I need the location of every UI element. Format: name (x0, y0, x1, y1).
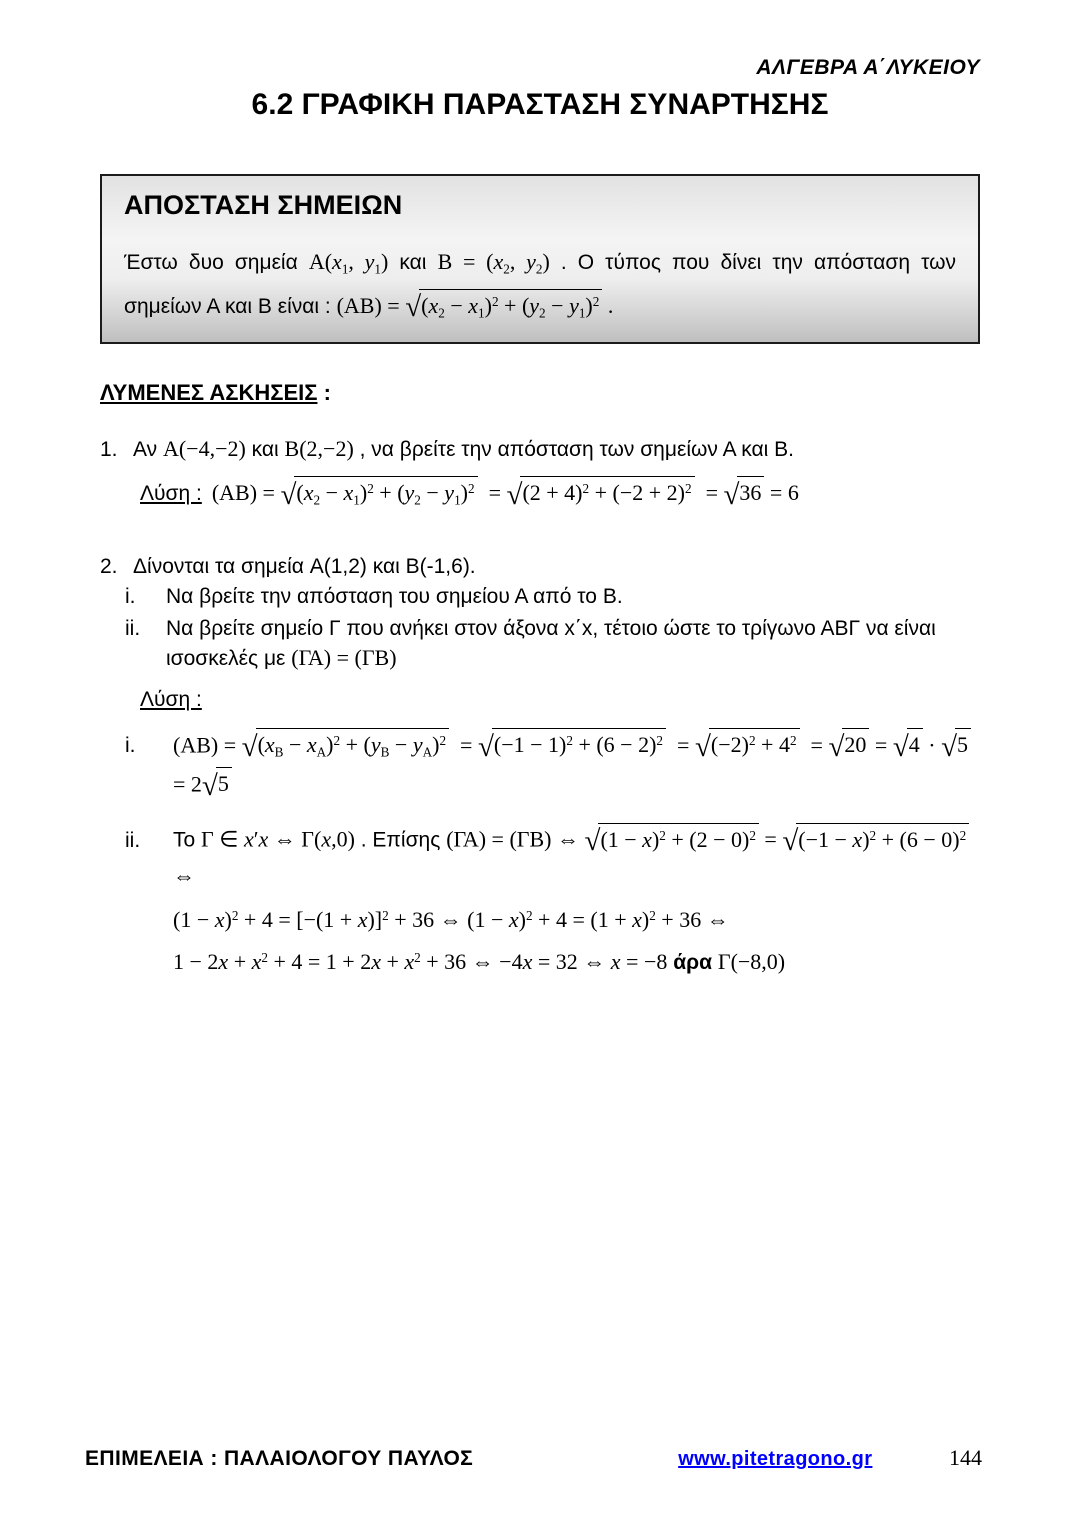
solved-exercises-heading-colon: : (317, 380, 331, 406)
exercise-2-solution-ii-line3: $1 - 2x + x^2 + 4 = 1 + 2x + x^2 + 36$ ⇔ −4x = 32 ⇔ x = −8 άρα Γ(−8,0) (173, 949, 786, 975)
exercise-2-item-ii (125, 615, 980, 674)
theory-box-line1: Έστω δυο σημεία $A(x_1$, $y_1$) και $B = (x_2$, $y_2$) . Ο τύπος που δίνει την απόσταση των (124, 249, 956, 277)
running-header: ΑΛΓΕΒΡΑ Α΄ΛΥΚΕΙΟΥ (756, 56, 980, 79)
footer-website-link[interactable]: www.pitetragono.gr (678, 1448, 873, 1470)
exercise-2-item-i-text: Να βρείτε την απόσταση του σημείου Α από το Β. (166, 584, 623, 608)
theory-box-title: ΑΠΟΣΤΑΣΗ ΣΗΜΕΙΩΝ (124, 190, 403, 220)
exercise-2-solution-ii (125, 822, 980, 892)
page-footer (0, 1445, 1080, 1471)
theory-box-line2: σημείων Α και Β είναι : $(AB) = √(x_2 - x_1)^2 + (y_2 - y_1)^2$ . (124, 289, 956, 324)
exercise-1-solution-formula: $(AB) = √(x_2 - x_1)^2 + (y_2 - y_1)^2 = √(2 + 4)^2 + (-2 + 2)^2 = √36 = 6$ (212, 476, 799, 514)
footer-credit: ΕΠΙΜΕΛΕΙΑ : ΠΑΛΑΙΟΛΟΓΟΥ ΠΑΥΛΟΣ (85, 1447, 474, 1470)
exercise-2-number: 2. (100, 554, 118, 578)
solved-exercises-heading (100, 380, 980, 406)
exercise-1-number: 1. (100, 438, 118, 462)
exercise-2-solution-i-formula: $(AB) = √(x_B - x_A)^2 + (y_B - y_A)^2 = √(-1 - 1)^2 + (6 - 2)^2 = √(-2)^2 + 4^2 = √20 = √4 \cdot √5 = 2√5$ (173, 728, 980, 806)
page-number: 144 (949, 1445, 982, 1470)
exercise-1-text: Αν A(−4,−2) και B(2,−2) , να βρείτε την απόσταση των σημείων Α και Β. (133, 436, 794, 462)
exercise-2-solution-ii-line1: Το Γ ∈ x′x ⇔ Γ(x,0) . Επίσης (ΓΑ) = (ΓΒ) ⇔ $√(1 - x)^2 + (2 - 0)^2 = √(-1 - x)^2 + (6 - 0)^2$ ⇔ (173, 822, 980, 892)
exercise-2-solution-i-label: i. (125, 734, 136, 758)
exercise-2-solution-label: Λύση : (140, 687, 202, 711)
exercise-1-solution (140, 476, 980, 514)
exercise-2-text: Δίνονται τα σημεία A(1,2) και B(-1,6). (133, 554, 476, 578)
solved-exercises-heading-label: ΛΥΜΕΝΕΣ ΑΣΚΗΣΕΙΣ (100, 380, 318, 406)
exercise-2-solution-i (125, 728, 980, 806)
exercise-1-solution-label: Λύση : (140, 482, 202, 506)
exercise-1 (100, 436, 980, 462)
page-title: 6.2 ΓΡΑΦΙΚΗ ΠΑΡΑΣΤΑΣΗ ΣΥΝΑΡΤΗΣΗΣ (251, 88, 829, 121)
exercise-2-solution-ii-label: ii. (125, 828, 141, 852)
exercise-2-item-ii-text: Να βρείτε σημείο Γ που ανήκει στον άξονα x΄x, τέτοιο ώστε το τρίγωνο ΑΒΓ να είναι ισοσκελές με (ΓΑ) = (ΓΒ) (166, 617, 936, 671)
exercise-2-item-i-label: i. (125, 584, 136, 608)
exercise-2 (100, 555, 980, 579)
theory-box (100, 174, 980, 344)
exercise-2-item-ii-label: ii. (125, 617, 141, 641)
exercise-2-solution-ii-line2: $(1 - x)^2 + 4 = [-(1 + x)]^2 + 36$ ⇔ $(1 - x)^2 + 4 = (1 + x)^2 + 36$ ⇔ (173, 906, 729, 932)
exercise-2-item-i (125, 583, 980, 611)
